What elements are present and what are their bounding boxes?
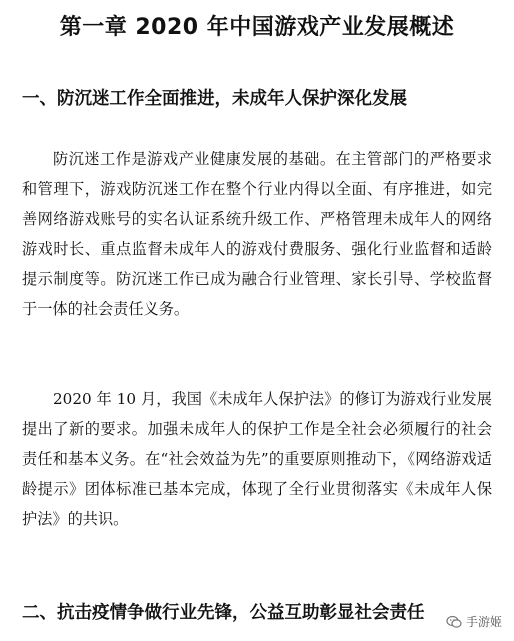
chapter-title: 第一章 2020 年中国游戏产业发展概述 [59,15,455,40]
watermark [442,612,506,631]
paragraph-1: 防沉迷工作是游戏产业健康发展的基础。在主管部门的严格要求和管理下，游戏防沉迷工作在整个行业内得以全面、有序推进，如完善网络游戏账号的实名认证系统升级工作、严格管理未成年人的网络游戏时长、重点监督未成年人的游戏付费服务、强化行业监督和适龄提示制度等。防沉迷工作已成为融合行业管理、家长引导、学校监督于一体的社会责任义务。 [22,150,492,318]
watermark-text: 手游姬 [465,615,502,629]
section-heading-1: 一、防沉迷工作全面推进，未成年人保护深化发展 [22,89,407,109]
wechat-icon [446,614,462,630]
paragraph-2: 2020 年 10 月，我国《未成年人保护法》的修订为游戏行业发展提出了新的要求。加强未成年人的保护工作是全社会必须履行的社会责任和基本义务。在“社会效益为先”的重要原则推动下，《网络游戏适龄提示》团体标准已基本完成，体现了全行业贯彻落实《未成年人保护法》的共识。 [22,390,492,528]
section-heading-2: 二、抗击疫情争做行业先锋，公益互助彰显社会责任 [22,603,425,623]
